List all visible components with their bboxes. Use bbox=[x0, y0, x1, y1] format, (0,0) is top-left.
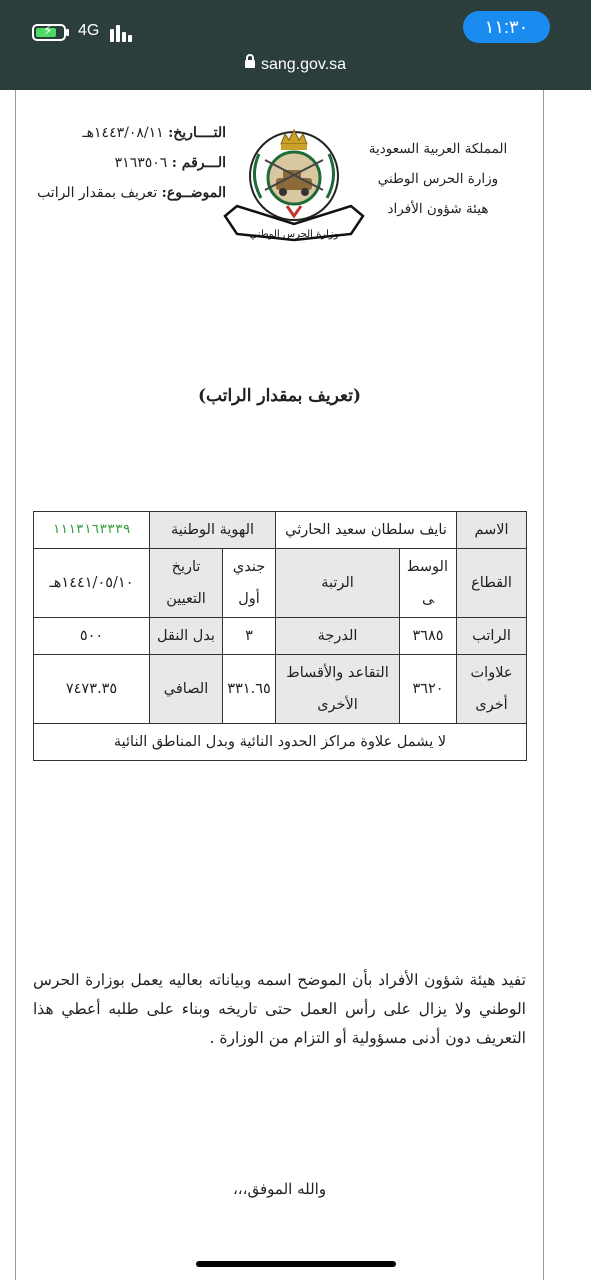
name-value: نايف سلطان سعيد الحارثي bbox=[276, 512, 457, 549]
table-row bbox=[34, 618, 527, 655]
salary-value: ٣٦٨٥ bbox=[400, 618, 457, 655]
hire-date-label: تاريخ التعيين bbox=[150, 549, 223, 618]
other-allowances-value: ٣٦٢٠ bbox=[400, 655, 457, 724]
home-indicator[interactable] bbox=[196, 1261, 396, 1267]
table-row bbox=[34, 549, 527, 618]
battery-charging-icon: ⚡ bbox=[32, 24, 66, 41]
network-type: 4G bbox=[78, 22, 100, 39]
letterhead-meta bbox=[36, 118, 226, 208]
org-line-country: المملكة العربية السعودية bbox=[368, 141, 508, 157]
signal-bars-icon bbox=[110, 22, 138, 42]
subject-line bbox=[36, 178, 226, 208]
clock-time: ١١:٣٠ bbox=[484, 17, 529, 37]
org-line-ministry: وزارة الحرس الوطني bbox=[377, 171, 499, 187]
url-text: sang.gov.sa bbox=[260, 56, 347, 73]
document-title: (تعريف بمقدار الراتب) bbox=[197, 386, 361, 406]
table-row bbox=[34, 512, 527, 549]
subject-value: تعريف بمقدار الراتب bbox=[37, 185, 158, 201]
number-line bbox=[36, 148, 226, 178]
retirement-deductions-label: التقاعد والأقساط الأخرى bbox=[276, 655, 400, 724]
transport-allowance-value: ٥٠٠ bbox=[34, 618, 150, 655]
grade-value: ٣ bbox=[223, 618, 276, 655]
hire-date-value: ١٤٤١/٠٥/١٠هـ bbox=[34, 549, 150, 618]
table-row bbox=[34, 724, 527, 761]
letterhead-org bbox=[353, 134, 523, 224]
browser-status-bar bbox=[0, 0, 591, 90]
sector-value: الوسطى bbox=[400, 549, 457, 618]
subject-label: الموضــوع: bbox=[161, 185, 226, 201]
net-salary-value: ٧٤٧٣.٣٥ bbox=[34, 655, 150, 724]
org-line-authority: هيئة شؤون الأفراد bbox=[387, 201, 489, 217]
body-paragraph: تفيد هيئة شؤون الأفراد بأن الموضح اسمه وبياناته بعاليه يعمل بوزارة الحرس الوطني ولا يزال على رأس العمل حتى تاريخه وبناء على طلبه أعطي هذا التعريف دون أدنى مسؤولية أو التزام من الوزارة . bbox=[33, 971, 526, 1047]
name-label: الاسم bbox=[457, 512, 527, 549]
lock-icon bbox=[245, 60, 255, 68]
transport-allowance-label: بدل النقل bbox=[150, 618, 223, 655]
date-value: ١٤٤٣/٠٨/١١هـ bbox=[82, 125, 164, 141]
national-id-label: الهوية الوطنية bbox=[150, 512, 276, 549]
number-label: الـــرقم : bbox=[171, 155, 226, 171]
number-value: ٣١٦٣٥٠٦ bbox=[114, 155, 168, 171]
url-bar[interactable] bbox=[0, 56, 591, 74]
table-note: لا يشمل علاوة مراكز الحدود النائية وبدل المناطق النائية bbox=[34, 724, 527, 761]
rank-value: جندي أول bbox=[223, 549, 276, 618]
table-row bbox=[34, 655, 527, 724]
document-page bbox=[15, 90, 544, 1280]
retirement-deductions-value: ٣٣١.٦٥ bbox=[223, 655, 276, 724]
salary-label: الراتب bbox=[457, 618, 527, 655]
rank-label: الرتبة bbox=[276, 549, 400, 618]
salary-info-table bbox=[33, 511, 527, 761]
national-guard-emblem-icon bbox=[219, 116, 369, 246]
net-salary-label: الصافي bbox=[150, 655, 223, 724]
emblem-text: وزارة الحرس الوطني bbox=[249, 229, 339, 240]
grade-label: الدرجة bbox=[276, 618, 400, 655]
closing-line: والله الموفق،،، bbox=[232, 1180, 327, 1198]
date-label: التــــاريخ: bbox=[168, 125, 226, 141]
national-id-value: ١١١٣١٦٣٣٣٩ bbox=[34, 512, 150, 549]
other-allowances-label: علاوات أخرى bbox=[457, 655, 527, 724]
sector-label: القطاع bbox=[457, 549, 527, 618]
time-pill[interactable] bbox=[463, 11, 550, 43]
battery-tip bbox=[66, 29, 69, 36]
date-line bbox=[36, 118, 226, 148]
